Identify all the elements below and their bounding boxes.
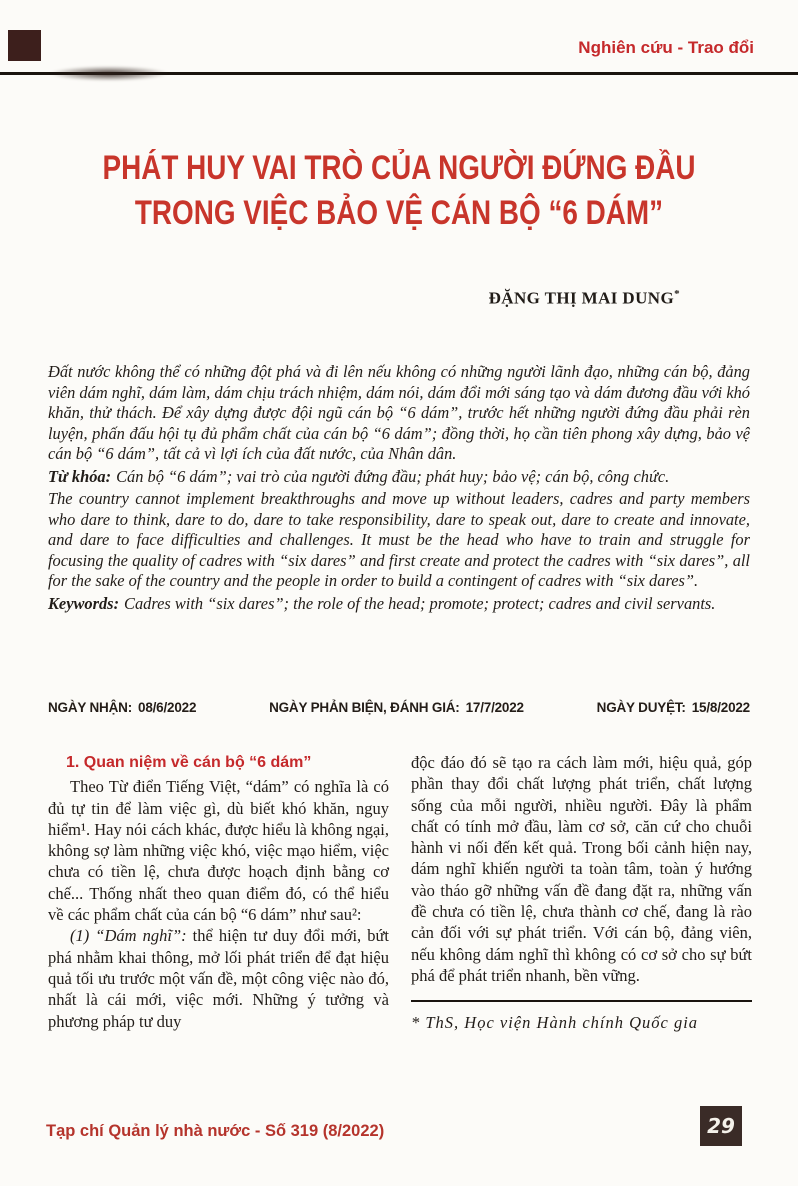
body-columns <box>48 752 752 1034</box>
keywords-vi-text: Cán bộ “6 dám”; vai trò của người đứng đầu; phát huy; bảo vệ; cán bộ, công chức. <box>116 466 670 486</box>
paragraph-rest: thể hiện tư duy đổi mới, bứt phá nhằm khai thông, mở lối phát triển để đạt hiệu quả tối ưu trước một vấn đề, một công việc nào đó, nhất là cái mới, việc mới. Những ý tưởng và phương pháp tư duy <box>48 926 389 1031</box>
paragraph-lead: (1) “Dám nghĩ”: <box>70 926 187 946</box>
date-received <box>48 700 196 715</box>
article-title-line2: TRONG VIỆC BẢO VỆ CÁN BỘ “6 DÁM” <box>134 194 664 232</box>
keywords-en-label: Keywords: <box>48 593 120 613</box>
abstract-block <box>48 362 750 616</box>
abstract-vietnamese: Đất nước không thể có những đột phá và đi lên nếu không có những người lãnh đạo, những cán bộ, đảng viên dám nghĩ, dám làm, dám chịu trách nhiệm, dám nói, dám đổi mới sáng tạo và dám đương đầu với khó khăn, thử thách. Để xây dựng được đội ngũ cán bộ “6 dám”, trước hết những người đứng đầu phải rèn luyện, phấn đấu hội tụ đủ phẩm chất của cán bộ “6 dám”; đồng thời, họ cần tiên phong xây dựng, bảo vệ cán bộ “6 dám”, tất cả vì lợi ích của đất nước, của Nhân dân. <box>48 362 750 463</box>
footnote-rule <box>411 1000 752 1002</box>
date-reviewed-value: 17/7/2022 <box>465 700 524 715</box>
date-approved <box>597 700 750 715</box>
keywords-vietnamese <box>48 467 750 488</box>
date-received-label: NGÀY NHẬN: <box>48 700 133 715</box>
article-title <box>72 146 726 236</box>
keywords-vi-label: Từ khóa: <box>48 466 112 486</box>
page-number: 29 <box>707 1114 735 1138</box>
page-number-box <box>700 1106 742 1146</box>
dates-row <box>48 700 750 715</box>
body-paragraph: độc đáo đó sẽ tạo ra cách làm mới, hiệu quả, góp phần thay đổi chất lượng phát triển, chất lượng sống của mỗi người, nhiều người. Đây là phẩm chất có tính mở đầu, làm cơ sở, căn cứ cho chuỗi hành vi nối đến kết quả. Trong bối cảnh hiện nay, dám nghĩ khiến người ta toàn tâm, toàn ý hướng vào tháo gỡ những vấn đề đang đặt ra, những vấn đề chưa có tiền lệ, chưa thành cơ chế, đang là rào cản đối với sự phát triển. Với cán bộ, đảng viên, nếu không dám nghĩ thì không có cơ sở cho sự bứt phá để phát triển nhanh, bền vững. <box>411 753 752 985</box>
right-column <box>411 752 752 1034</box>
section-heading: 1. Quan niệm về cán bộ “6 dám” <box>66 754 312 771</box>
keywords-en-text: Cadres with “six dares”; the role of the head; promote; protect; cadres and civil servants. <box>124 593 716 613</box>
author-footnote-marker: * <box>674 288 680 300</box>
article-title-line1: PHÁT HUY VAI TRÒ CỦA NGƯỜI ĐỨNG ĐẦU <box>102 149 696 187</box>
section-header-label: Nghiên cứu - Trao đổi <box>578 38 754 57</box>
keywords-english <box>48 594 750 615</box>
date-reviewed <box>269 700 524 715</box>
corner-mark <box>8 30 41 61</box>
author-name <box>489 288 680 309</box>
author-affiliation-footnote: * ThS, Học viện Hành chính Quốc gia <box>411 1013 699 1033</box>
date-approved-label: NGÀY DUYỆT: <box>596 700 686 715</box>
body-paragraph <box>48 925 389 1031</box>
author-text: ĐẶNG THỊ MAI DUNG <box>488 288 675 308</box>
date-approved-value: 15/8/2022 <box>691 700 750 715</box>
journal-footer-line: Tạp chí Quản lý nhà nước - Số 319 (8/2022) <box>46 1122 385 1140</box>
body-paragraph: Theo Từ điển Tiếng Việt, “dám” có nghĩa là có đủ tự tin để làm việc gì, dù biết khó khăn, nguy hiểm¹. Hay nói cách khác, được hiểu là không ngại, không sợ làm những việc khó, việc mạo hiểm, việc chưa có tiền lệ, chưa được hoạch định bằng cơ chế... Thống nhất theo quan điểm đó, có thể hiểu về các phẩm chất của cán bộ “6 dám” như sau²: <box>48 777 389 925</box>
left-column <box>48 752 389 1034</box>
scan-smudge <box>50 66 168 81</box>
abstract-english: The country cannot implement breakthroughs and move up without leaders, cadres and party members who dare to think, dare to do, dare to take responsibility, dare to speak out, dare to create and innovate, and dare to face difficulties and challenges. It must be the head who have to train and struggle for focusing the quality of cadres with “six dares” and first create and protect the cadres with “six dares”, all for the sake of the country and the people in order to build a contingent of cadres with “six dares”. <box>48 489 750 590</box>
date-reviewed-label: NGÀY PHẢN BIỆN, ĐÁNH GIÁ: <box>269 700 460 715</box>
date-received-value: 08/6/2022 <box>138 700 197 715</box>
